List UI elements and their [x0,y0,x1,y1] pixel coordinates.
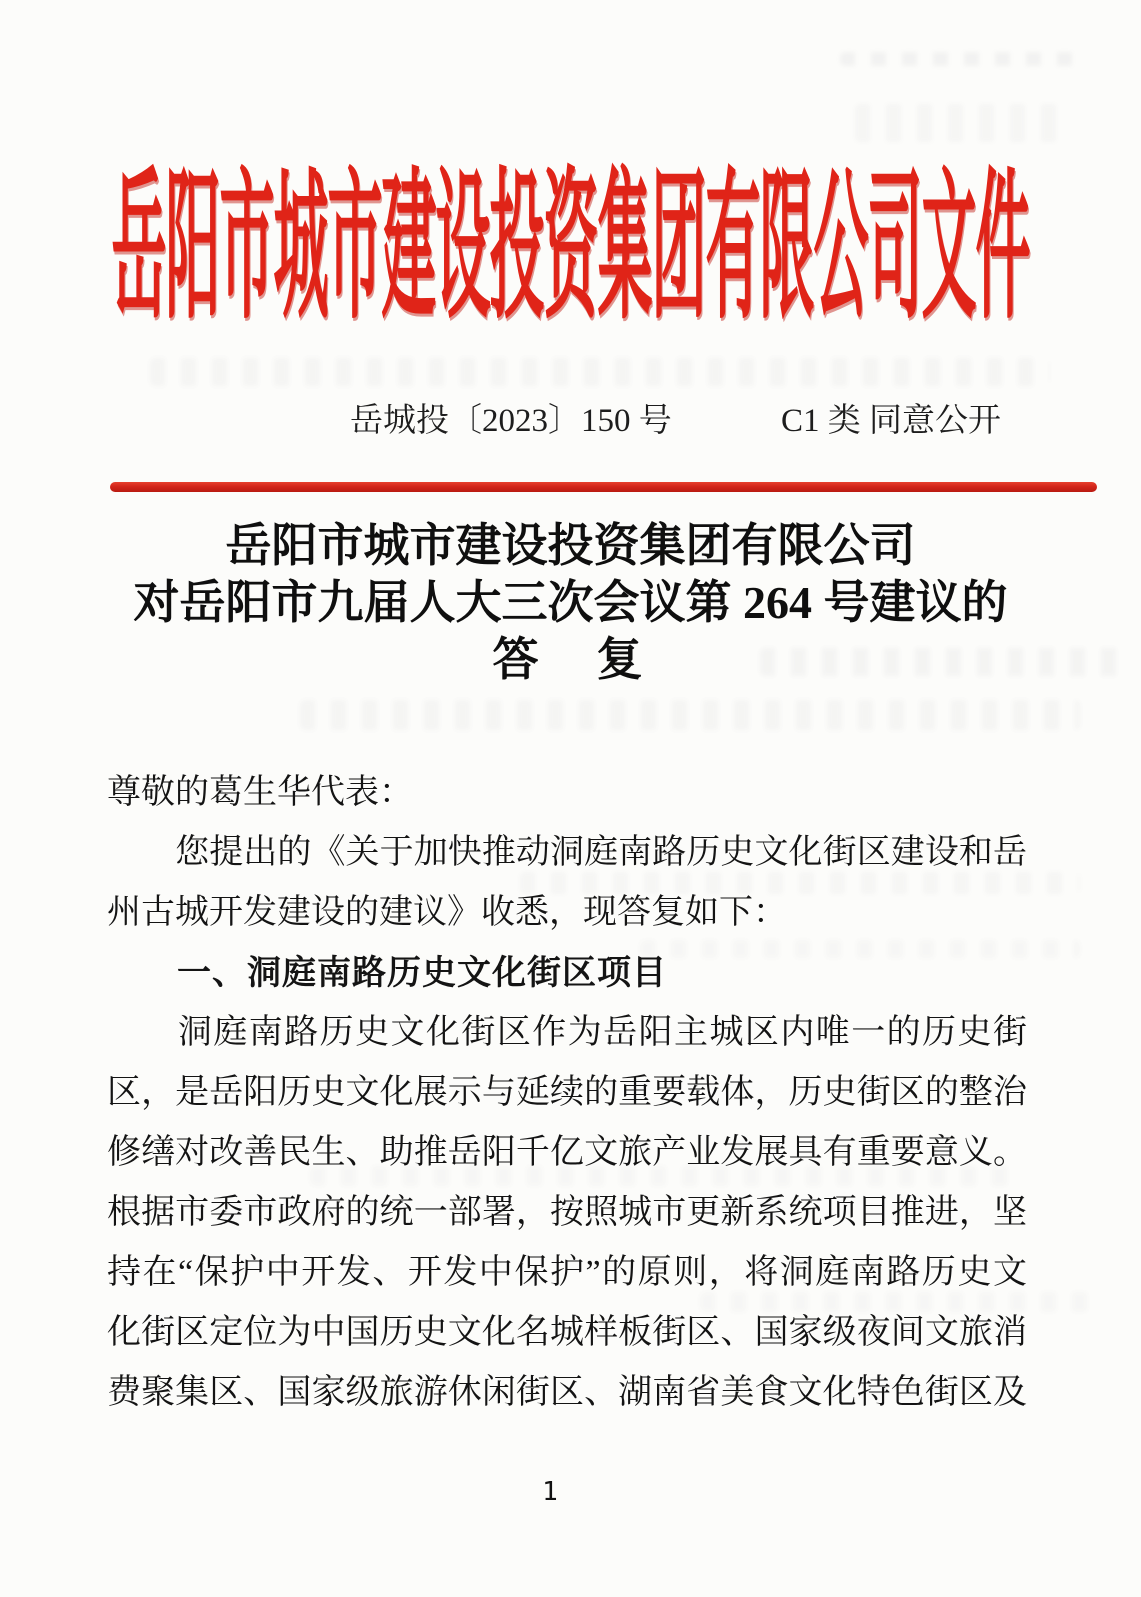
org-masthead-title: 岳阳市城市建设投资集团有限公司文件 [111,158,1030,339]
letterhead [0,158,1141,339]
body-line: 根据市委市政府的统一部署，按照城市更新系统项目推进，坚 [107,1194,1027,1231]
red-separator-line [110,482,1097,492]
doc-title-line-3: 答 复 [492,634,649,685]
body-line: 州古城开发建设的建议》收悉，现答复如下： [107,894,787,931]
page-number: 1 [542,1477,558,1507]
doc-classification: C1 类 同意公开 [780,403,1001,439]
document-body [107,763,1027,1423]
doc-title-line-2: 对岳阳市九届人大三次会议第 264 号建议的 [133,577,1008,628]
body-line: 费聚集区、国家级旅游休闲街区、湖南省美食文化特色街区及 [107,1374,1027,1411]
body-line: 化街区定位为中国历史文化名城样板街区、国家级夜间文旅消 [107,1314,1027,1351]
doc-meta-row [350,401,1001,441]
body-section-heading: 一、洞庭南路历史文化街区项目 [107,954,667,992]
scan-bleed-artifact [840,52,1075,66]
body-line-salutation: 尊敬的葛生华代表： [107,774,413,811]
body-line: 修缮对改善民生、助推岳阳千亿文旅产业发展具有重要意义。 [107,1134,1027,1171]
body-line: 持在“保护中开发、开发中保护”的原则，将洞庭南路历史文 [107,1254,1027,1291]
doc-title-line-1: 岳阳市城市建设投资集团有限公司 [225,520,916,571]
body-line: 洞庭南路历史文化街区作为岳阳主城区内唯一的历史街 [107,1014,1027,1051]
scan-bleed-artifact [150,358,1050,386]
scan-bleed-artifact [855,104,1065,142]
body-line: 您提出的《关于加快推动洞庭南路历史文化街区建设和岳 [107,834,1027,871]
doc-title [0,517,1141,688]
body-line: 区，是岳阳历史文化展示与延续的重要载体，历史街区的整治 [107,1074,1027,1111]
scan-bleed-artifact [300,700,1080,730]
doc-number: 岳城投〔2023〕150 号 [350,403,672,439]
